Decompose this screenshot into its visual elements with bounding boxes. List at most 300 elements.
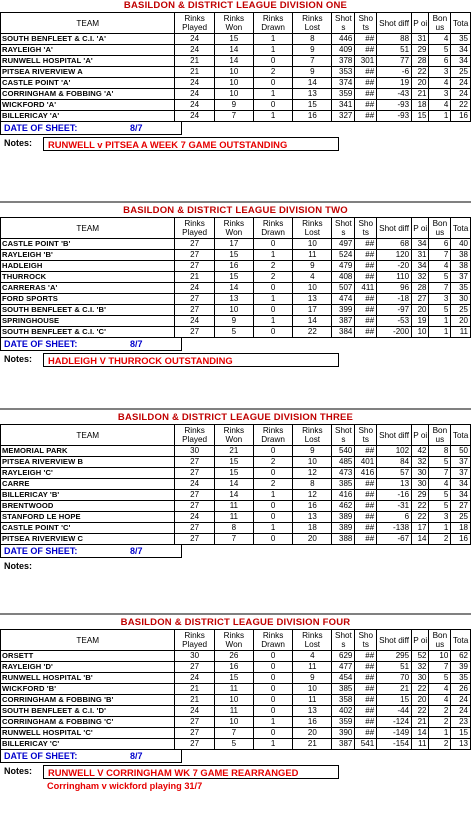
cell-played: 21	[175, 67, 214, 78]
cell-points: 31	[412, 250, 429, 261]
cell-shots-against: ##	[355, 728, 377, 739]
cell-lost: 22	[293, 327, 332, 338]
cell-won: 11	[214, 706, 253, 717]
column-header-shots: Shot s	[332, 13, 355, 34]
cell-bonus: 5	[429, 490, 451, 501]
cell-won: 15	[214, 250, 253, 261]
cell-won: 11	[214, 501, 253, 512]
table-row	[1, 662, 471, 673]
cell-bonus: 2	[429, 534, 451, 545]
cell-won: 17	[214, 239, 253, 250]
team-name: THURROCK	[1, 272, 175, 283]
cell-shots: 408	[332, 272, 355, 283]
section-divider	[0, 613, 471, 615]
date-of-sheet-label: DATE OF SHEET:	[4, 751, 78, 761]
cell-drawn: 1	[253, 490, 292, 501]
cell-shot-diff: 68	[377, 239, 412, 250]
date-of-sheet-value: 8/7	[130, 339, 143, 349]
cell-bonus: 5	[429, 305, 451, 316]
cell-shots-against: ##	[355, 34, 377, 45]
cell-shot-diff: 77	[377, 56, 412, 67]
cell-drawn: 0	[253, 695, 292, 706]
cell-lost: 10	[293, 457, 332, 468]
cell-total: 20	[451, 316, 471, 327]
cell-lost: 13	[293, 294, 332, 305]
team-name: CASTLE POINT 'B'	[1, 239, 175, 250]
section-divider	[0, 201, 471, 203]
table-row	[1, 739, 471, 750]
cell-points: 29	[412, 45, 429, 56]
column-header-shot-diff: Shot diff	[377, 425, 412, 446]
date-of-sheet-row	[0, 750, 471, 763]
cell-played: 21	[175, 684, 214, 695]
cell-lost: 9	[293, 673, 332, 684]
cell-lost: 17	[293, 305, 332, 316]
table-row	[1, 78, 471, 89]
cell-shot-diff: -124	[377, 717, 412, 728]
cell-shots-against: 401	[355, 457, 377, 468]
cell-total: 37	[451, 468, 471, 479]
table-row	[1, 534, 471, 545]
cell-shots-against: ##	[355, 78, 377, 89]
cell-total: 50	[451, 446, 471, 457]
column-header-total: Tota	[451, 425, 471, 446]
column-header-lost: Rinks Lost	[293, 13, 332, 34]
cell-points: 32	[412, 272, 429, 283]
cell-won: 15	[214, 468, 253, 479]
cell-points: 22	[412, 67, 429, 78]
cell-won: 16	[214, 662, 253, 673]
cell-total: 24	[451, 89, 471, 100]
team-name: PITSEA RIVERVIEW B	[1, 457, 175, 468]
column-header-team: TEAM	[1, 630, 175, 651]
cell-shots: 385	[332, 479, 355, 490]
cell-total: 30	[451, 294, 471, 305]
date-of-sheet-row	[0, 338, 471, 351]
cell-total: 15	[451, 728, 471, 739]
cell-lost: 10	[293, 684, 332, 695]
cell-played: 27	[175, 327, 214, 338]
cell-shot-diff: -31	[377, 501, 412, 512]
cell-won: 8	[214, 523, 253, 534]
column-header-drawn: Rinks Drawn	[253, 218, 292, 239]
cell-played: 24	[175, 111, 214, 122]
column-header-shots-against: Sho ts	[355, 425, 377, 446]
cell-shot-diff: -43	[377, 89, 412, 100]
cell-total: 24	[451, 706, 471, 717]
column-header-lost: Rinks Lost	[293, 630, 332, 651]
cell-shots-against: ##	[355, 479, 377, 490]
cell-shots-against: ##	[355, 261, 377, 272]
cell-bonus: 3	[429, 512, 451, 523]
cell-drawn: 0	[253, 283, 292, 294]
cell-total: 24	[451, 78, 471, 89]
cell-bonus: 2	[429, 706, 451, 717]
column-header-bonus: Bon us	[429, 218, 451, 239]
division-title: BASILDON & DISTRICT LEAGUE DIVISION FOUR	[120, 617, 351, 628]
cell-shots-against: ##	[355, 662, 377, 673]
cell-won: 9	[214, 100, 253, 111]
cell-shots: 353	[332, 67, 355, 78]
team-name: CORRINGHAM & FOBBING 'B'	[1, 695, 175, 706]
cell-points: 32	[412, 662, 429, 673]
cell-played: 30	[175, 446, 214, 457]
table-row	[1, 67, 471, 78]
team-name: RUNWELL HOSPITAL 'A'	[1, 56, 175, 67]
cell-lost: 12	[293, 468, 332, 479]
cell-shots-against: ##	[355, 272, 377, 283]
cell-played: 24	[175, 673, 214, 684]
cell-lost: 16	[293, 717, 332, 728]
cell-total: 25	[451, 305, 471, 316]
column-header-team: TEAM	[1, 425, 175, 446]
cell-played: 27	[175, 261, 214, 272]
cell-won: 14	[214, 490, 253, 501]
cell-shots-against: 541	[355, 739, 377, 750]
cell-shots-against: ##	[355, 684, 377, 695]
cell-total: 34	[451, 56, 471, 67]
table-row	[1, 34, 471, 45]
cell-drawn: 0	[253, 305, 292, 316]
cell-lost: 16	[293, 501, 332, 512]
cell-shot-diff: 102	[377, 446, 412, 457]
cell-shots-against: 301	[355, 56, 377, 67]
cell-shot-diff: -6	[377, 67, 412, 78]
team-name: RUNWELL HOSPITAL 'B'	[1, 673, 175, 684]
table-row	[1, 706, 471, 717]
cell-played: 21	[175, 695, 214, 706]
cell-total: 38	[451, 250, 471, 261]
cell-lost: 11	[293, 250, 332, 261]
cell-shot-diff: -93	[377, 111, 412, 122]
cell-total: 37	[451, 272, 471, 283]
cell-won: 15	[214, 673, 253, 684]
cell-bonus: 4	[429, 100, 451, 111]
cell-played: 27	[175, 501, 214, 512]
cell-lost: 8	[293, 479, 332, 490]
table-row	[1, 250, 471, 261]
league-table	[0, 12, 471, 122]
cell-bonus: 6	[429, 56, 451, 67]
cell-shots: 524	[332, 250, 355, 261]
division-block	[0, 0, 471, 152]
cell-points: 22	[412, 501, 429, 512]
cell-lost: 13	[293, 89, 332, 100]
cell-played: 27	[175, 490, 214, 501]
cell-lost: 21	[293, 739, 332, 750]
cell-shots: 474	[332, 294, 355, 305]
cell-lost: 9	[293, 261, 332, 272]
cell-won: 21	[214, 446, 253, 457]
team-name: WICKFORD 'A'	[1, 100, 175, 111]
table-row	[1, 283, 471, 294]
cell-points: 52	[412, 651, 429, 662]
cell-lost: 18	[293, 523, 332, 534]
cell-shot-diff: -67	[377, 534, 412, 545]
cell-shots: 446	[332, 34, 355, 45]
column-header-shots: Shot s	[332, 425, 355, 446]
cell-points: 17	[412, 523, 429, 534]
column-header-shots-against: Sho ts	[355, 630, 377, 651]
column-header-shots: Shot s	[332, 218, 355, 239]
cell-shots: 389	[332, 512, 355, 523]
column-header-total: Tota	[451, 13, 471, 34]
cell-bonus: 1	[429, 523, 451, 534]
date-of-sheet-label: DATE OF SHEET:	[4, 123, 78, 133]
cell-shots-against: ##	[355, 239, 377, 250]
cell-total: 25	[451, 512, 471, 523]
column-header-played: Rinks Played	[175, 630, 214, 651]
cell-drawn: 2	[253, 479, 292, 490]
cell-shots-against: ##	[355, 695, 377, 706]
cell-won: 14	[214, 45, 253, 56]
cell-bonus: 8	[429, 446, 451, 457]
cell-drawn: 0	[253, 446, 292, 457]
cell-shots: 402	[332, 706, 355, 717]
notes-row	[0, 763, 471, 780]
table-row	[1, 89, 471, 100]
cell-won: 5	[214, 327, 253, 338]
cell-points: 19	[412, 316, 429, 327]
cell-shots-against: ##	[355, 327, 377, 338]
cell-drawn: 0	[253, 239, 292, 250]
cell-points: 28	[412, 283, 429, 294]
cell-bonus: 7	[429, 283, 451, 294]
cell-total: 34	[451, 490, 471, 501]
cell-played: 27	[175, 305, 214, 316]
cell-shots-against: ##	[355, 534, 377, 545]
cell-points: 42	[412, 446, 429, 457]
table-row	[1, 684, 471, 695]
cell-bonus: 6	[429, 239, 451, 250]
column-header-team: TEAM	[1, 13, 175, 34]
table-row	[1, 512, 471, 523]
cell-bonus: 7	[429, 250, 451, 261]
cell-points: 21	[412, 89, 429, 100]
cell-shot-diff: -18	[377, 294, 412, 305]
cell-total: 26	[451, 684, 471, 695]
cell-lost: 14	[293, 316, 332, 327]
cell-won: 14	[214, 56, 253, 67]
date-of-sheet-row	[0, 545, 471, 558]
cell-drawn: 1	[253, 717, 292, 728]
cell-played: 24	[175, 283, 214, 294]
column-header-played: Rinks Played	[175, 13, 214, 34]
cell-shots-against: ##	[355, 446, 377, 457]
team-name: STANFORD LE HOPE	[1, 512, 175, 523]
cell-shot-diff: 295	[377, 651, 412, 662]
table-row	[1, 468, 471, 479]
column-header-total: Tota	[451, 218, 471, 239]
cell-shots: 454	[332, 673, 355, 684]
cell-drawn: 1	[253, 316, 292, 327]
table-row	[1, 294, 471, 305]
team-name: SOUTH BENFLEET & C.I. 'D'	[1, 706, 175, 717]
cell-shots: 378	[332, 56, 355, 67]
team-name: SOUTH BENFLEET & C.I. 'C'	[1, 327, 175, 338]
notes-label: Notes:	[4, 766, 33, 776]
cell-played: 27	[175, 728, 214, 739]
cell-total: 35	[451, 34, 471, 45]
column-header-shots: Shot s	[332, 630, 355, 651]
cell-played: 27	[175, 250, 214, 261]
cell-shot-diff: 57	[377, 468, 412, 479]
cell-played: 24	[175, 706, 214, 717]
cell-bonus: 4	[429, 78, 451, 89]
cell-drawn: 1	[253, 34, 292, 45]
cell-shots: 374	[332, 78, 355, 89]
cell-shots: 485	[332, 457, 355, 468]
cell-shots-against: ##	[355, 651, 377, 662]
team-name: SPRINGHOUSE	[1, 316, 175, 327]
cell-lost: 10	[293, 239, 332, 250]
notes-text-secondary: Corringham v wickford playing 31/7	[47, 781, 203, 791]
notes-text: HADLEIGH V THURROCK OUTSTANDING	[43, 353, 339, 367]
cell-shots: 387	[332, 739, 355, 750]
cell-lost: 14	[293, 78, 332, 89]
column-header-won: Rinks Won	[214, 630, 253, 651]
cell-drawn: 0	[253, 673, 292, 684]
cell-points: 21	[412, 717, 429, 728]
cell-shot-diff: 120	[377, 250, 412, 261]
cell-total: 16	[451, 534, 471, 545]
cell-drawn: 0	[253, 327, 292, 338]
cell-shot-diff: -149	[377, 728, 412, 739]
cell-total: 22	[451, 100, 471, 111]
cell-points: 32	[412, 457, 429, 468]
cell-shots: 473	[332, 468, 355, 479]
column-header-won: Rinks Won	[214, 13, 253, 34]
cell-total: 40	[451, 239, 471, 250]
cell-shots: 388	[332, 534, 355, 545]
cell-shot-diff: 96	[377, 283, 412, 294]
cell-played: 27	[175, 239, 214, 250]
cell-played: 24	[175, 316, 214, 327]
cell-lost: 9	[293, 67, 332, 78]
cell-points: 30	[412, 673, 429, 684]
cell-bonus: 4	[429, 695, 451, 706]
cell-total: 37	[451, 457, 471, 468]
cell-shots-against: ##	[355, 100, 377, 111]
cell-drawn: 1	[253, 45, 292, 56]
cell-lost: 9	[293, 446, 332, 457]
cell-bonus: 1	[429, 728, 451, 739]
cell-shots-against: ##	[355, 316, 377, 327]
cell-points: 20	[412, 695, 429, 706]
team-name: PITSEA RIVERVIEW C	[1, 534, 175, 545]
cell-total: 24	[451, 695, 471, 706]
team-name: RAYLEIGH 'A'	[1, 45, 175, 56]
cell-shots-against: ##	[355, 89, 377, 100]
table-row	[1, 479, 471, 490]
cell-won: 7	[214, 728, 253, 739]
cell-total: 13	[451, 739, 471, 750]
cell-shots-against: 416	[355, 468, 377, 479]
cell-total: 23	[451, 717, 471, 728]
cell-shots: 387	[332, 316, 355, 327]
cell-shots-against: ##	[355, 250, 377, 261]
cell-bonus: 2	[429, 739, 451, 750]
cell-shot-diff: -16	[377, 490, 412, 501]
cell-total: 34	[451, 45, 471, 56]
cell-lost: 4	[293, 651, 332, 662]
column-header-drawn: Rinks Drawn	[253, 630, 292, 651]
cell-played: 24	[175, 34, 214, 45]
league-table	[0, 217, 471, 338]
cell-shots: 477	[332, 662, 355, 673]
cell-total: 35	[451, 283, 471, 294]
table-row	[1, 111, 471, 122]
team-name: ORSETT	[1, 651, 175, 662]
cell-bonus: 4	[429, 261, 451, 272]
team-name: BRENTWOOD	[1, 501, 175, 512]
column-header-lost: Rinks Lost	[293, 218, 332, 239]
cell-bonus: 5	[429, 272, 451, 283]
cell-bonus: 2	[429, 717, 451, 728]
league-table	[0, 629, 471, 750]
date-of-sheet-label: DATE OF SHEET:	[4, 339, 78, 349]
table-row	[1, 717, 471, 728]
team-name: SOUTH BENFLEET & C.I. 'B'	[1, 305, 175, 316]
division-block	[0, 412, 471, 575]
team-name: BILLERICAY 'B'	[1, 490, 175, 501]
cell-bonus: 7	[429, 468, 451, 479]
cell-drawn: 0	[253, 468, 292, 479]
notes-row	[0, 135, 471, 152]
team-name: HADLEIGH	[1, 261, 175, 272]
cell-total: 62	[451, 651, 471, 662]
division-block	[0, 617, 471, 791]
column-header-shot-diff: Shot diff	[377, 218, 412, 239]
cell-shots: 416	[332, 490, 355, 501]
cell-points: 31	[412, 34, 429, 45]
table-header-row	[1, 630, 471, 651]
cell-points: 22	[412, 512, 429, 523]
division-title: BASILDON & DISTRICT LEAGUE DIVISION THREE	[117, 412, 354, 423]
cell-points: 30	[412, 468, 429, 479]
date-of-sheet-row	[0, 122, 471, 135]
cell-total: 39	[451, 662, 471, 673]
cell-bonus: 3	[429, 294, 451, 305]
cell-won: 11	[214, 684, 253, 695]
table-row	[1, 446, 471, 457]
column-header-points: P oi	[412, 425, 429, 446]
date-of-sheet-value: 8/7	[130, 751, 143, 761]
cell-total: 27	[451, 501, 471, 512]
team-name: RAYLEIGH 'B'	[1, 250, 175, 261]
team-name: BILLERICAY 'C'	[1, 739, 175, 750]
table-row	[1, 501, 471, 512]
cell-shot-diff: 84	[377, 457, 412, 468]
cell-shot-diff: -97	[377, 305, 412, 316]
column-header-drawn: Rinks Drawn	[253, 13, 292, 34]
cell-drawn: 0	[253, 728, 292, 739]
cell-played: 27	[175, 534, 214, 545]
cell-played: 27	[175, 294, 214, 305]
cell-shot-diff: -138	[377, 523, 412, 534]
cell-won: 10	[214, 78, 253, 89]
cell-total: 11	[451, 327, 471, 338]
column-header-lost: Rinks Lost	[293, 425, 332, 446]
team-name: BILLERICAY 'A'	[1, 111, 175, 122]
column-header-points: P oi	[412, 630, 429, 651]
cell-drawn: 1	[253, 111, 292, 122]
cell-bonus: 4	[429, 34, 451, 45]
cell-won: 7	[214, 111, 253, 122]
cell-bonus: 1	[429, 327, 451, 338]
division-block	[0, 205, 471, 368]
table-row	[1, 272, 471, 283]
